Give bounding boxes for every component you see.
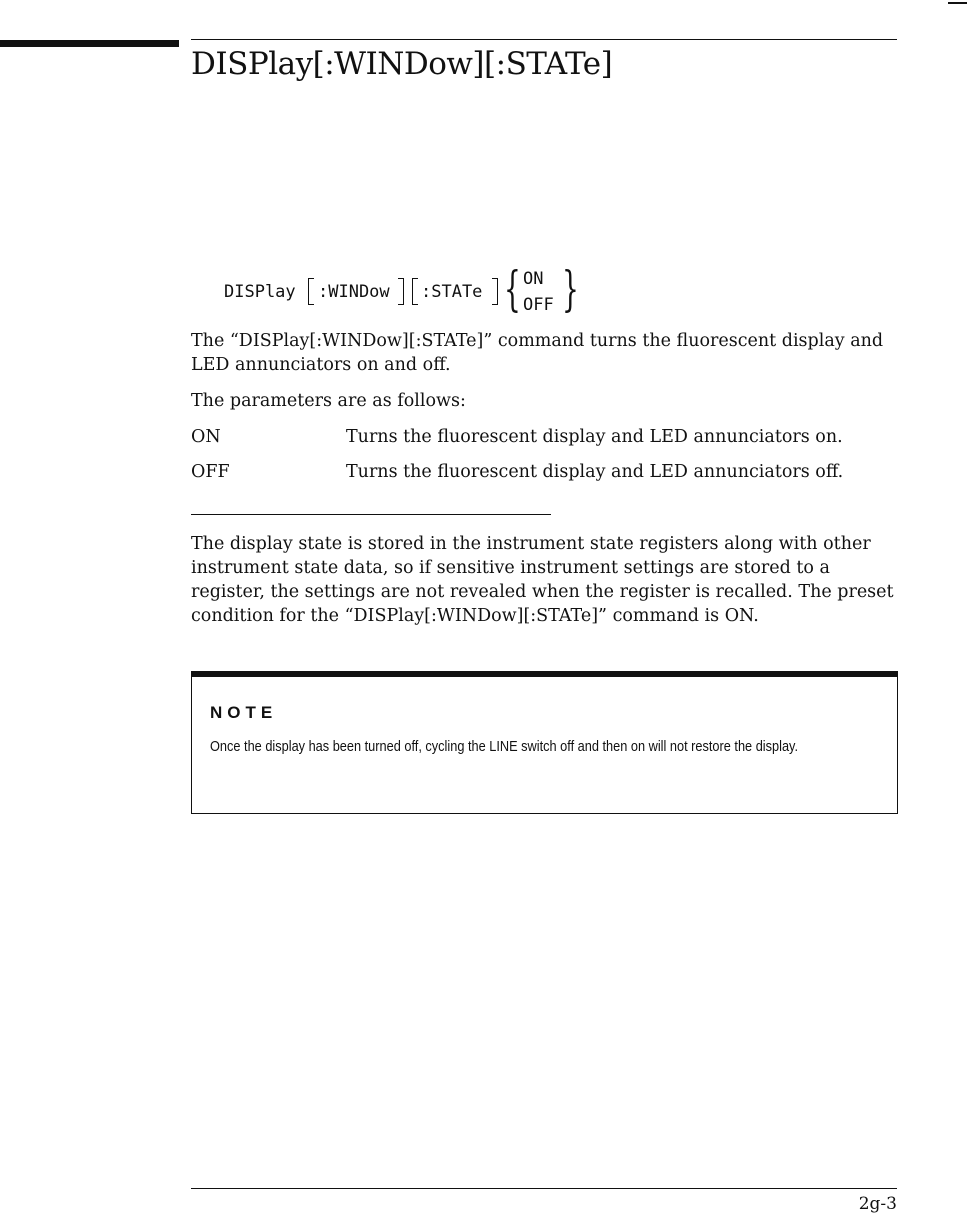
page-title: DISPlay[:WINDow][:STATe] [191, 46, 613, 82]
header-rule [191, 39, 897, 40]
section-divider [191, 514, 551, 515]
param-row [191, 425, 891, 449]
param-row [191, 460, 891, 484]
note-box [191, 671, 898, 814]
note-label: NOTE [210, 703, 278, 722]
syntax-keyword: DISPlay [224, 282, 296, 302]
command-syntax [224, 261, 624, 317]
choice-brace-open: { [504, 261, 521, 317]
param-term: ON [191, 427, 221, 447]
optional-bracket-open [412, 278, 418, 305]
footer-rule [191, 1188, 897, 1189]
param-description: Turns the fluorescent display and LED annunciators on. [346, 427, 843, 447]
note-text: Once the display has been turned off, cycling the LINE switch off and then on will not restore the display. [210, 739, 799, 755]
section-bar [0, 40, 179, 47]
choice-brace-close: } [562, 261, 579, 317]
optional-bracket-open [308, 278, 314, 305]
syntax-option-on: ON [523, 269, 544, 289]
syntax-window: :WINDow [318, 282, 390, 302]
param-description: Turns the fluorescent display and LED annunciators off. [346, 462, 844, 482]
syntax-state: :STATe [421, 282, 483, 302]
optional-bracket-close [492, 278, 498, 305]
params-intro: The parameters are as follows: [191, 391, 466, 411]
corner-mark [948, 2, 967, 4]
syntax-option-off: OFF [523, 295, 554, 315]
optional-bracket-close [398, 278, 404, 305]
intro-paragraph: The “DISPlay[:WINDow][:STATe]” command turns the fluorescent display and LED annunciators on and off. [191, 331, 884, 375]
page-number: 2g-3 [858, 1194, 897, 1214]
storage-paragraph: The display state is stored in the instrument state registers along with other instrument state data, so if sensitive instrument settings are stored to a register, the settings are not revealed when the register is recalled. The preset condition for the “DISPlay[:WINDow][:STATe]” command is ON. [191, 534, 894, 626]
param-term: OFF [191, 462, 230, 482]
